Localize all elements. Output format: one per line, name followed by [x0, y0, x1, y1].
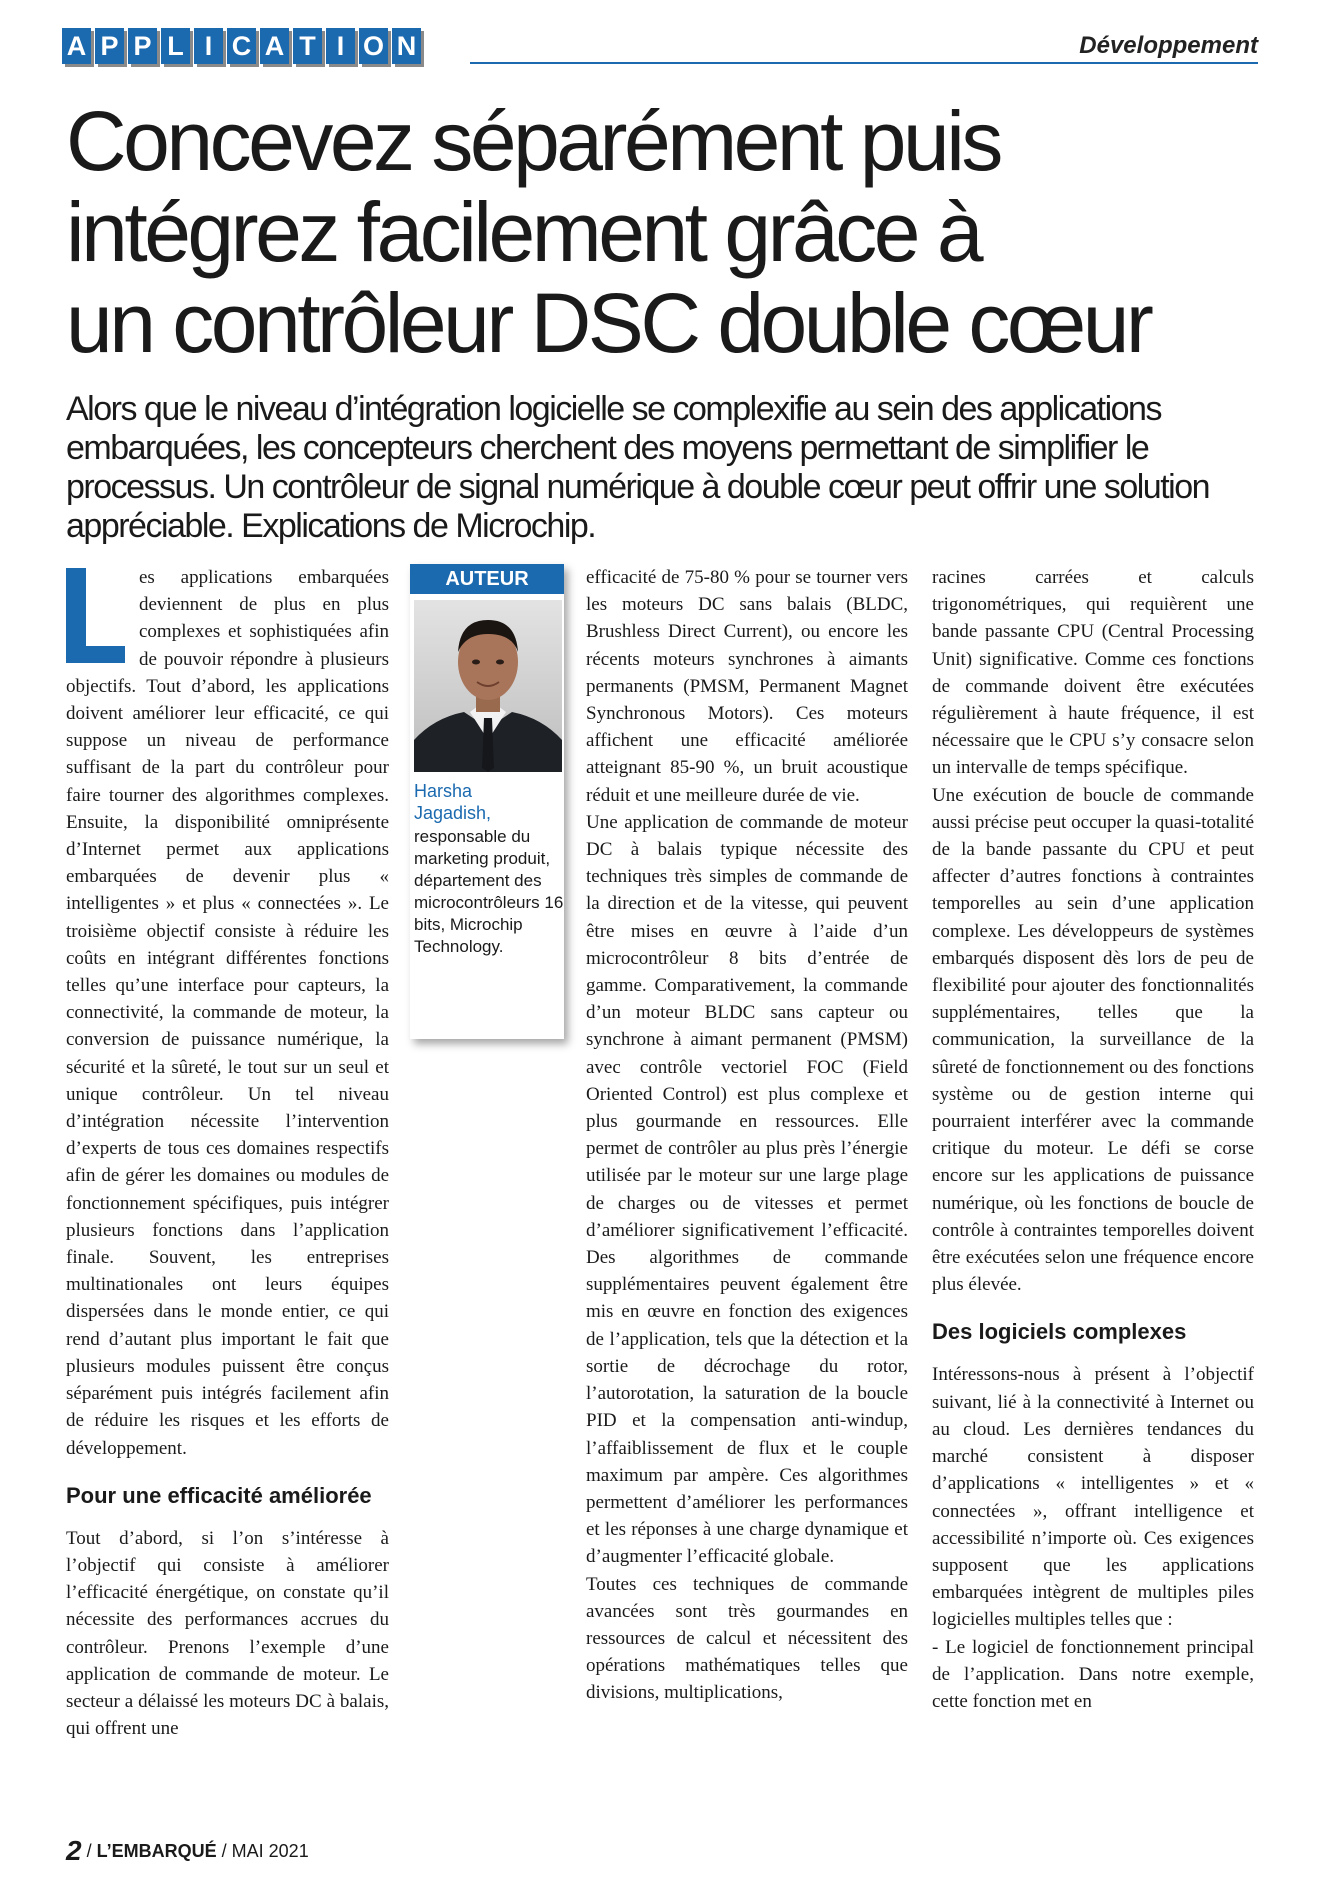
body-paragraph: - Le logiciel de fonctionnement principal de l’application. Dans notre exemple, cette fonction met en: [932, 1636, 1254, 1712]
subheading: Pour une efficacité améliorée: [66, 1482, 372, 1508]
author-name: [414, 780, 491, 824]
kicker-letter: P: [95, 28, 124, 64]
title-line: intégrez facilement grâce à: [66, 185, 981, 279]
header-rule: [470, 62, 1258, 64]
body-paragraph: Toutes ces techniques de commande avancées sont très gourmandes en ressources de calcul et nécessitent des opérations mathématiques telles que divisions, multiplications,: [586, 1573, 908, 1704]
subheading: Des logiciels complexes: [932, 1319, 1187, 1345]
footer-separator: /: [86, 1841, 97, 1861]
title-line: un contrôleur DSC double cœur: [66, 276, 1151, 370]
issue-date: MAI 2021: [231, 1841, 309, 1861]
dropcap-l: [66, 568, 125, 663]
kicker-letter: P: [128, 28, 157, 64]
kicker-letter: O: [359, 28, 388, 64]
body-paragraph: es applications embarquées deviennent de plus en plus complexes et sophistiquées afin de pouvoir répondre à plusieurs objectifs. Tout d’abord, les applications doivent améliorer leur efficacité, ce qui suppose un niveau de performance suffisant de la part du contrôleur pour faire tourner des algorithmes complexes. Ensuite, la disponibilité omniprésente d’Internet permet aux applications embarquées de devenir plus « intelligentes » et plus « connectées ». Le troisième objectif consiste à réduire les coûts en intégrant différentes fonctions telles qu’une interface pour capteurs, la connectivité, la commande de moteur, la conversion de puissance numérique, la sécurité et la sûreté, le tout sur un seul et unique contrôleur. Un tel niveau d’intégration nécessite l’intervention d’experts de tous ces domaines respectifs afin de gérer les domaines ou modules de fonctionnement spécifiques, puis intégrer plusieurs fonctions dans l’application finale. Souvent, les entreprises multinationales ont leurs équipes dispersées dans le monde entier, ce qui rend d’autant plus important le fait que plusieurs modules puissent être conçus séparément puis intégrés facilement afin de réduire les risques et les efforts de développement.: [66, 567, 389, 1459]
body-paragraph: efficacité de 75-80 % pour se tourner vers les moteurs DC sans balais (BLDC, Brushless Direct Current), ou encore les récents moteurs synchrones à aimants permanents (PMSM, Permanent Magnet Synchronous Motors). Ces moteurs affichent une efficacité améliorée atteignant 85-90 %, un bruit acoustique réduit et une meilleure durée de vie.: [586, 567, 908, 806]
body-paragraph: Une application de commande de moteur DC à balais typique nécessite des techniques très simples de commande de la direction et de la vitesse, qui peuvent être mises en œuvre à l’aide d’un microcontrôleur 8 bits d’entrée de gamme. Comparativement, la commande d’un moteur BLDC sans capteur ou synchrone à aimant permanent (PMSM) avec contrôle vectoriel FOC (Field Oriented Control) est plus complexe et plus gourmande en ressources. Elle permet de contrôler au plus près l’énergie utilisée par le moteur sur une large plage de charges ou de vitesses et permet d’améliorer significativement l’efficacité. Des algorithmes de commande supplémentaires peuvent également être mis en œuvre en fonction des exigences de l’application, tels que la détection et la sortie de décrochage du rotor, l’autorotation, la saturation de la boucle PID et la compensation anti-windup, l’affaiblissement de flux et le couple maximum par ampère. Ces algorithmes permettent d’améliorer les performances et les réponses à une charge dynamique et d’augmenter l’efficacité globale.: [586, 811, 908, 1568]
kicker-letter: L: [161, 28, 190, 64]
title-line: Concevez séparément puis: [66, 94, 1000, 188]
author-box: [410, 564, 564, 1039]
section-label: Développement: [1079, 32, 1258, 59]
body-paragraph: racines carrées et calculs trigonométriques, qui requièrent une bande passante CPU (Central Processing Unit) significative. Comme ces fonctions de commande doivent être exécutées régulièrement à haute fréquence, il est nécessaire que le CPU s’y consacre selon un intervalle de temps spécifique.: [932, 567, 1254, 779]
body-paragraph: Une exécution de boucle de commande aussi précise peut occuper la quasi-totalité de la bande passante du CPU et peut affecter d’autres fonctions à contraintes temporelles au sein d’une application complexe. Les développeurs de systèmes embarqués disposent dès lors de peu de flexibilité pour ajouter des fonctionnalités supplémentaires, telles que la communication, la surveillance de la sûreté de fonctionnement ou des fonctions système ou de gestion interne qui pourraient interférer avec la commande critique du moteur. Le défi se corse encore sur les applications de puissance numérique, où les fonctions de boucle de contrôle à contraintes temporelles doivent être exécutées selon une fréquence encore plus élevée.: [932, 784, 1254, 1296]
footer-separator: /: [221, 1841, 232, 1861]
column-2: [586, 564, 908, 1707]
kicker-letter: T: [293, 28, 322, 64]
page-number: 2: [66, 1835, 82, 1866]
body-paragraph: Tout d’abord, si l’on s’intéresse à l’objectif qui consiste à améliorer l’efficacité énergétique, on constate qu’il nécessite des performances accrues du contrôleur. Prenons l’exemple d’une application de commande de moteur. Le secteur a délaissé les moteurs DC à balais, qui offrent une: [66, 1527, 389, 1740]
author-name-line: Harsha: [414, 781, 473, 801]
kicker-letter: A: [260, 28, 289, 64]
kicker-letter: I: [194, 28, 223, 64]
kicker-letter: I: [326, 28, 355, 64]
column-1: [66, 564, 389, 1742]
author-tag: AUTEUR: [410, 564, 564, 594]
kicker-letter: C: [227, 28, 256, 64]
kicker-letter: A: [62, 28, 91, 64]
article-title: [66, 96, 1286, 369]
magazine-name: L’EMBARQUÉ: [96, 1841, 217, 1861]
kicker-letter: N: [392, 28, 421, 64]
section-kicker: [62, 28, 421, 64]
page-footer: [66, 1835, 309, 1867]
body-paragraph: Intéressons-nous à présent à l’objectif suivant, lié à la connectivité à Internet ou au cloud. Les dernières tendances du marché consistent à disposer d’applications « intelligentes » et « connectées », offrant intelligence et accessibilité n’importe où. Ces exigences supposent que les applications embarquées intègrent de multiples piles logicielles multiples telles que :: [932, 1364, 1254, 1631]
author-role: responsable du marketing produit, département des microcontrôleurs 16 bits, Microchip Technology.: [414, 827, 564, 956]
author-name-line: Jagadish,: [414, 803, 492, 823]
column-3: [932, 564, 1254, 1715]
author-photo: [414, 600, 562, 772]
standfirst: Alors que le niveau d’intégration logicielle se complexifie au sein des applications embarquées, les concepteurs cherchent des moyens permettant de simplifier le processus. Un contrôleur de signal numérique à double cœur peut offrir une solution appréciable. Explications de Microchip.: [66, 390, 1210, 545]
